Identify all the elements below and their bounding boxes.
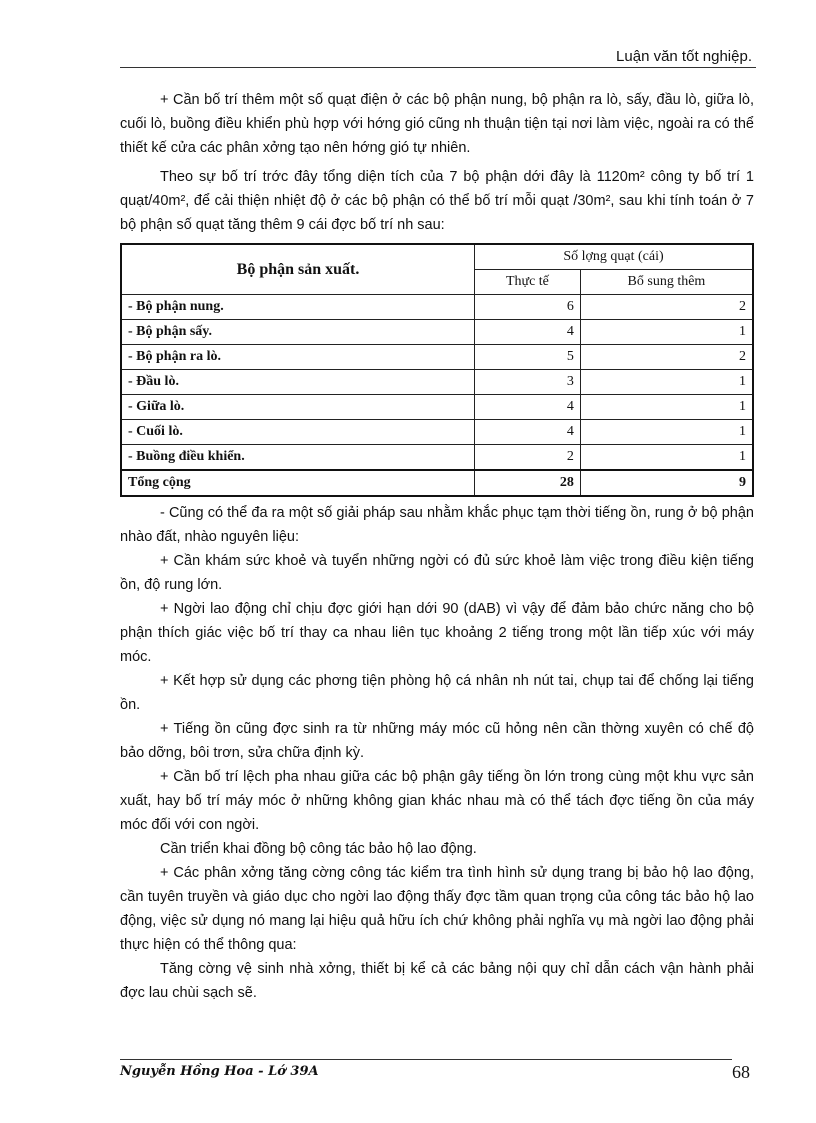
table-row xyxy=(121,295,753,320)
row-label: - Đầu lò. xyxy=(121,370,475,395)
actual-count: 4 xyxy=(475,420,581,445)
extra-count: 2 xyxy=(580,295,753,320)
table-total-row xyxy=(121,470,753,496)
table-row xyxy=(121,395,753,420)
table-row xyxy=(121,320,753,345)
total-actual: 28 xyxy=(475,470,581,496)
extra-count: 1 xyxy=(580,420,753,445)
row-label: - Giữa lò. xyxy=(121,395,475,420)
paragraph: + Kết hợp sử dụng các phơng tiện phòng hộ cá nhân nh nút tai, chụp tai để chống lại tiếng ồn. xyxy=(120,673,754,713)
column-header-department: Bộ phận sản xuất. xyxy=(121,244,475,295)
actual-count: 5 xyxy=(475,345,581,370)
row-label: - Bộ phận nung. xyxy=(121,295,475,320)
paragraph: Theo sự bố trí trớc đây tổng diện tích của 7 bộ phận dới đây là 1120m² công ty bố trí 1 quạt/40m², để cải thiện nhiệt độ ở các bộ phận có thể bố trí mỗi quạt /30m², sau khi tính toán ở 7 bộ phận số quạt tăng thêm 9 cái đợc bố trí nh sau: xyxy=(120,169,754,233)
actual-count: 3 xyxy=(475,370,581,395)
column-header-actual: Thực tế xyxy=(475,270,581,295)
paragraph: Cần triển khai đồng bộ công tác bảo hộ lao động. xyxy=(160,841,477,857)
footer-author: Nguyễn Hồng Hoa - Lớ 39A xyxy=(120,1064,319,1079)
table-header-row xyxy=(121,244,753,270)
extra-count: 2 xyxy=(580,345,753,370)
table-row xyxy=(121,420,753,445)
paragraph: + Các phân xởng tăng cờng công tác kiểm tra tình hình sử dụng trang bị bảo hộ lao động, cần tuyên truyền và giáo dục cho ngời lao động thấy đợc tầm quan trọng của công tác bảo hộ lao động, việc sử dụng nó mang lại hiệu quả hữu ích chứ không phải nghĩa vụ mà ngời lao động phải thực hiện có thể thông qua: xyxy=(120,865,754,953)
row-label: - Buồng điều khiển. xyxy=(121,445,475,471)
header-rule xyxy=(120,67,756,68)
row-label: - Cuối lò. xyxy=(121,420,475,445)
header-title: Luận văn tốt nghiệp. xyxy=(616,48,752,65)
paragraph: + Cần khám sức khoẻ và tuyển những ngời có đủ sức khoẻ làm việc trong điều kiện tiếng ồn, độ rung lớn. xyxy=(120,553,754,593)
actual-count: 2 xyxy=(475,445,581,471)
column-header-extra: Bổ sung thêm xyxy=(580,270,753,295)
footer-rule xyxy=(120,1059,732,1060)
total-label: Tổng cộng xyxy=(121,470,475,496)
paragraph: + Cần bố trí lệch pha nhau giữa các bộ phận gây tiếng ồn lớn trong cùng một khu vực sản xuất, hay bố trí máy móc ở những không gian khác nhau mà có thể tách đợc tiếng ồn của máy móc đối với con ngời. xyxy=(120,769,754,833)
paragraph: Tăng cờng vệ sinh nhà xởng, thiết bị kể cả các bảng nội quy chỉ dẫn cách vận hành phải đợc lau chùi sạch sẽ. xyxy=(120,961,754,1001)
actual-count: 6 xyxy=(475,295,581,320)
table-row xyxy=(121,370,753,395)
paragraph: + Tiếng ồn cũng đợc sinh ra từ những máy móc cũ hỏng nên cần thờng xuyên có chế độ bảo dỡng, bôi trơn, sửa chữa định kỳ. xyxy=(120,721,754,761)
total-extra: 9 xyxy=(580,470,753,496)
page-number: 68 xyxy=(732,1062,750,1082)
column-header-fan-count: Số lợng quạt (cái) xyxy=(475,244,754,270)
table-row xyxy=(121,345,753,370)
paragraph: + Cần bố trí thêm một số quạt điện ở các bộ phận nung, bộ phận ra lò, sấy, đầu lò, giữa lò, cuối lò, buồng điều khiển phù hợp với hớng gió cũng nh thuận tiện tại nơi làm việc, ngoài ra có thể thiết kế cửa các phân xởng tạo nên hớng gió tự nhiên. xyxy=(120,92,754,156)
row-label: - Bộ phận sấy. xyxy=(121,320,475,345)
fan-table xyxy=(120,243,754,497)
row-label: - Bộ phận ra lò. xyxy=(121,345,475,370)
actual-count: 4 xyxy=(475,320,581,345)
extra-count: 1 xyxy=(580,370,753,395)
extra-count: 1 xyxy=(580,320,753,345)
actual-count: 4 xyxy=(475,395,581,420)
paragraph: - Cũng có thể đa ra một số giải pháp sau nhằm khắc phục tạm thời tiếng ồn, rung ở bộ phận nhào đất, nhào nguyên liệu: xyxy=(120,505,754,545)
table-row xyxy=(121,445,753,471)
page-content xyxy=(120,88,754,1005)
paragraph: + Ngời lao động chỉ chịu đợc giới hạn dới 90 (dAB) vì vậy để đảm bảo chức năng cho bộ phận thích giác việc bố trí thay ca nhau liên tục khoảng 2 tiếng trong một lần tiếp xúc với máy móc. xyxy=(120,601,754,665)
extra-count: 1 xyxy=(580,445,753,471)
extra-count: 1 xyxy=(580,395,753,420)
